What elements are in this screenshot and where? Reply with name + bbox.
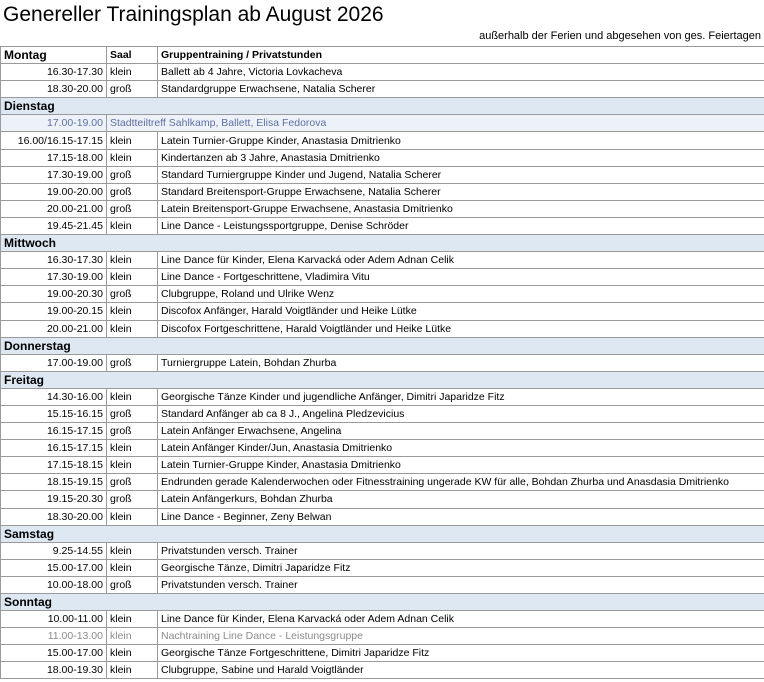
- description-cell[interactable]: Standard Breitensport-Gruppe Erwachsene, Natalia Scherer: [158, 183, 764, 200]
- time-cell[interactable]: 11.00-13.00: [1, 628, 107, 645]
- description-cell[interactable]: Discofox Anfänger, Harald Voigtländer und Heike Lütke: [158, 303, 764, 320]
- schedule-row: [1, 491, 764, 508]
- day-label-cell[interactable]: Dienstag: [1, 98, 107, 115]
- schedule-row: [1, 320, 764, 337]
- description-cell[interactable]: Georgische Tänze, Dimitri Japaridze Fitz: [158, 559, 764, 576]
- schedule-row: [1, 286, 764, 303]
- schedule-row: [1, 217, 764, 234]
- description-cell[interactable]: Line Dance für Kinder, Elena Karvacká oder Adem Adnan Celik: [158, 252, 764, 269]
- time-cell[interactable]: 17.15-18.00: [1, 149, 107, 166]
- description-cell[interactable]: Line Dance - Leistungssportgruppe, Denise Schröder: [158, 217, 764, 234]
- time-cell[interactable]: 17.00-19.00: [1, 354, 107, 371]
- schedule-row: [1, 303, 764, 320]
- schedule-body: [1, 47, 764, 679]
- room-cell[interactable]: groß: [107, 200, 158, 217]
- schedule-row: [1, 474, 764, 491]
- description-cell[interactable]: Ballett ab 4 Jahre, Victoria Lovkacheva: [158, 64, 764, 81]
- room-cell[interactable]: klein: [107, 628, 158, 645]
- day-label-cell[interactable]: Montag: [1, 47, 107, 64]
- time-cell[interactable]: 15.15-16.15: [1, 405, 107, 422]
- schedule-row: [1, 183, 764, 200]
- description-cell[interactable]: Clubgruppe, Roland und Ulrike Wenz: [158, 286, 764, 303]
- time-cell[interactable]: 10.00-18.00: [1, 576, 107, 593]
- schedule-row: [1, 611, 764, 628]
- day-label-cell[interactable]: Donnerstag: [1, 337, 107, 354]
- room-cell[interactable]: klein: [107, 559, 158, 576]
- time-cell[interactable]: 9.25-14.55: [1, 542, 107, 559]
- time-cell[interactable]: 17.30-19.00: [1, 166, 107, 183]
- description-cell[interactable]: Standardgruppe Erwachsene, Natalia Scherer: [158, 81, 764, 98]
- time-cell[interactable]: 14.30-16.00: [1, 388, 107, 405]
- column-header-room[interactable]: Saal: [107, 47, 158, 64]
- room-cell[interactable]: klein: [107, 252, 158, 269]
- description-cell[interactable]: Standard Anfänger ab ca 8 J., Angelina Pledzevicius: [158, 405, 764, 422]
- time-cell[interactable]: 18.00-19.30: [1, 662, 107, 679]
- day-header-filler[interactable]: [107, 371, 158, 388]
- time-cell[interactable]: 15.00-17.00: [1, 645, 107, 662]
- description-cell[interactable]: Latein Anfängerkurs, Bohdan Zhurba: [158, 491, 764, 508]
- day-header-row: [1, 98, 764, 115]
- header-row: [1, 47, 764, 64]
- room-cell[interactable]: klein: [107, 662, 158, 679]
- description-cell[interactable]: Line Dance - Fortgeschrittene, Vladimira Vitu: [158, 269, 764, 286]
- schedule-row: [1, 149, 764, 166]
- day-header-filler[interactable]: [158, 371, 764, 388]
- schedule-row: [1, 645, 764, 662]
- room-cell[interactable]: groß: [107, 183, 158, 200]
- description-cell[interactable]: Standard Turniergruppe Kinder und Jugend, Natalia Scherer: [158, 166, 764, 183]
- description-cell[interactable]: Latein Anfänger Erwachsene, Angelina: [158, 423, 764, 440]
- time-cell[interactable]: 19.15-20.30: [1, 491, 107, 508]
- room-cell[interactable]: klein: [107, 149, 158, 166]
- schedule-row: [1, 252, 764, 269]
- time-cell[interactable]: 17.00-19.00: [1, 115, 107, 132]
- room-cell[interactable]: klein: [107, 645, 158, 662]
- room-cell[interactable]: klein: [107, 542, 158, 559]
- schedule-row: [1, 576, 764, 593]
- day-label-cell[interactable]: Mittwoch: [1, 235, 107, 252]
- description-cell[interactable]: Nachtraining Line Dance - Leistungsgruppe: [158, 628, 764, 645]
- schedule-row: [1, 662, 764, 679]
- day-header-filler[interactable]: [158, 594, 764, 611]
- time-cell[interactable]: 17.15-18.15: [1, 457, 107, 474]
- room-cell[interactable]: klein: [107, 132, 158, 149]
- time-cell[interactable]: 18.30-20.00: [1, 508, 107, 525]
- room-cell[interactable]: klein: [107, 611, 158, 628]
- schedule-row: [1, 115, 764, 132]
- description-cell[interactable]: Endrunden gerade Kalenderwochen oder Fitnesstraining ungerade KW für alle, Bohdan Zhurba und Anasdasia Dmitrienko: [158, 474, 764, 491]
- schedule-row: [1, 166, 764, 183]
- day-header-filler[interactable]: [107, 235, 158, 252]
- day-header-row: [1, 594, 764, 611]
- room-cell[interactable]: groß: [107, 166, 158, 183]
- room-cell[interactable]: groß: [107, 491, 158, 508]
- column-header-training[interactable]: Gruppentraining / Privatstunden: [158, 47, 764, 64]
- schedule-row: [1, 388, 764, 405]
- schedule-row: [1, 559, 764, 576]
- description-cell[interactable]: Georgische Tänze Kinder und jugendliche Anfänger, Dimitri Japaridze Fitz: [158, 388, 764, 405]
- schedule-row: [1, 423, 764, 440]
- description-cell[interactable]: Georgische Tänze Fortgeschrittene, Dimitri Japaridze Fitz: [158, 645, 764, 662]
- room-cell[interactable]: Stadtteiltreff Sahlkamp, Ballett, Elisa Fedorova: [107, 115, 764, 132]
- schedule-row: [1, 457, 764, 474]
- description-cell[interactable]: Latein Turnier-Gruppe Kinder, Anastasia Dmitrienko: [158, 132, 764, 149]
- description-cell[interactable]: Latein Anfänger Kinder/Jun, Anastasia Dmitrienko: [158, 440, 764, 457]
- schedule-row: [1, 81, 764, 98]
- time-cell[interactable]: 18.30-20.00: [1, 81, 107, 98]
- day-header-filler[interactable]: [107, 594, 158, 611]
- room-cell[interactable]: groß: [107, 81, 158, 98]
- day-label-cell[interactable]: Sonntag: [1, 594, 107, 611]
- time-cell[interactable]: 16.15-17.15: [1, 440, 107, 457]
- room-cell[interactable]: groß: [107, 474, 158, 491]
- description-cell[interactable]: Clubgruppe, Sabine und Harald Voigtländer: [158, 662, 764, 679]
- time-cell[interactable]: 10.00-11.00: [1, 611, 107, 628]
- time-cell[interactable]: 16.15-17.15: [1, 423, 107, 440]
- description-cell[interactable]: Line Dance - Beginner, Zeny Belwan: [158, 508, 764, 525]
- day-header-row: [1, 235, 764, 252]
- sheet-subtitle: außerhalb der Ferien und abgesehen von ges. Feiertagen: [479, 30, 761, 42]
- schedule-row: [1, 132, 764, 149]
- day-header-filler[interactable]: [107, 337, 158, 354]
- time-cell[interactable]: 19.00-20.00: [1, 183, 107, 200]
- time-cell[interactable]: 16.30-17.30: [1, 64, 107, 81]
- description-cell[interactable]: Latein Breitensport-Gruppe Erwachsene, Anastasia Dmitrienko: [158, 200, 764, 217]
- schedule-row: [1, 64, 764, 81]
- description-cell[interactable]: Kindertanzen ab 3 Jahre, Anastasia Dmitrienko: [158, 149, 764, 166]
- description-cell[interactable]: Line Dance für Kinder, Elena Karvacká oder Adem Adnan Celik: [158, 611, 764, 628]
- room-cell[interactable]: klein: [107, 217, 158, 234]
- description-cell[interactable]: Turniergruppe Latein, Bohdan Zhurba: [158, 354, 764, 371]
- room-cell[interactable]: klein: [107, 457, 158, 474]
- time-cell[interactable]: 16.00/16.15-17.15: [1, 132, 107, 149]
- room-cell[interactable]: groß: [107, 354, 158, 371]
- room-cell[interactable]: klein: [107, 320, 158, 337]
- day-label-cell[interactable]: Samstag: [1, 525, 107, 542]
- time-cell[interactable]: 19.00-20.15: [1, 303, 107, 320]
- time-cell[interactable]: 20.00-21.00: [1, 200, 107, 217]
- day-header-filler[interactable]: [158, 525, 764, 542]
- sheet-title: Genereller Trainingsplan ab August 2026: [3, 3, 384, 26]
- time-cell[interactable]: 18.15-19.15: [1, 474, 107, 491]
- day-header-row: [1, 525, 764, 542]
- description-cell[interactable]: Privatstunden versch. Trainer: [158, 576, 764, 593]
- schedule-row: [1, 542, 764, 559]
- schedule-row: [1, 269, 764, 286]
- schedule-row: [1, 200, 764, 217]
- time-cell[interactable]: 15.00-17.00: [1, 559, 107, 576]
- room-cell[interactable]: groß: [107, 405, 158, 422]
- day-header-filler[interactable]: [158, 235, 764, 252]
- schedule-row: [1, 354, 764, 371]
- schedule-row: [1, 440, 764, 457]
- room-cell[interactable]: klein: [107, 508, 158, 525]
- room-cell[interactable]: klein: [107, 269, 158, 286]
- time-cell[interactable]: 16.30-17.30: [1, 252, 107, 269]
- room-cell[interactable]: klein: [107, 303, 158, 320]
- room-cell[interactable]: groß: [107, 576, 158, 593]
- time-cell[interactable]: 20.00-21.00: [1, 320, 107, 337]
- time-cell[interactable]: 19.45-21.45: [1, 217, 107, 234]
- room-cell[interactable]: klein: [107, 440, 158, 457]
- description-cell[interactable]: Privatstunden versch. Trainer: [158, 542, 764, 559]
- room-cell[interactable]: groß: [107, 286, 158, 303]
- day-header-filler[interactable]: [158, 337, 764, 354]
- schedule-table: [0, 46, 764, 679]
- schedule-row: [1, 405, 764, 422]
- room-cell[interactable]: klein: [107, 64, 158, 81]
- day-header-filler[interactable]: [158, 98, 764, 115]
- schedule-row: [1, 628, 764, 645]
- schedule-row: [1, 508, 764, 525]
- day-header-filler[interactable]: [107, 98, 158, 115]
- description-cell[interactable]: Discofox Fortgeschrittene, Harald Voigtländer und Heike Lütke: [158, 320, 764, 337]
- time-cell[interactable]: 17.30-19.00: [1, 269, 107, 286]
- day-header-row: [1, 337, 764, 354]
- room-cell[interactable]: klein: [107, 388, 158, 405]
- day-label-cell[interactable]: Freitag: [1, 371, 107, 388]
- day-header-row: [1, 371, 764, 388]
- day-header-filler[interactable]: [107, 525, 158, 542]
- description-cell[interactable]: Latein Turnier-Gruppe Kinder, Anastasia Dmitrienko: [158, 457, 764, 474]
- room-cell[interactable]: groß: [107, 423, 158, 440]
- time-cell[interactable]: 19.00-20.30: [1, 286, 107, 303]
